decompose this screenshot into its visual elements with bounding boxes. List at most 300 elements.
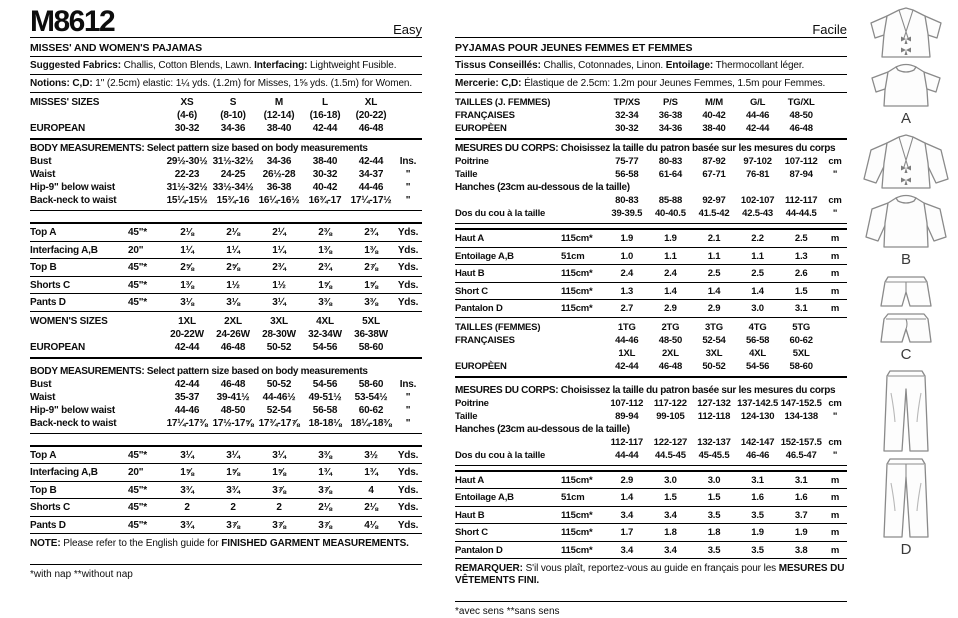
cell: 54-56 xyxy=(312,341,338,353)
view-a-back-sketch xyxy=(858,62,954,110)
cell: 1.8 xyxy=(664,527,677,538)
cell: Shorts C xyxy=(30,502,71,513)
cell: Interfacing A,B xyxy=(30,244,98,256)
table-row xyxy=(30,499,422,517)
cell: 2.5 xyxy=(751,268,764,279)
cell: 1.0 xyxy=(620,250,634,262)
cell: 60-62 xyxy=(789,334,813,346)
cell: 51cm xyxy=(561,250,585,262)
cell: 1.3 xyxy=(794,250,808,262)
cell: 3¾ xyxy=(226,484,240,496)
cell: XL xyxy=(364,97,378,108)
cell: Shorts C xyxy=(30,279,71,291)
cell: 45"* xyxy=(128,449,147,461)
cell: 1.5 xyxy=(794,285,808,297)
cell: Entoilage A,B xyxy=(455,250,514,262)
cell: 3XL xyxy=(270,315,288,327)
table-row xyxy=(30,294,422,312)
cell: FRANÇAISES xyxy=(455,334,515,346)
cell: Taille xyxy=(455,410,478,422)
cell: 3TG xyxy=(705,321,723,333)
femmes-yardage-table xyxy=(455,470,847,560)
cell: 3.4 xyxy=(664,544,677,556)
cell: " xyxy=(405,404,411,416)
cell: 2 xyxy=(276,502,282,513)
table-section-header: MESURES DU CORPS: Choisissez la taille du patron basée sur les mesures du corps xyxy=(455,384,836,396)
cell: 3¼ xyxy=(272,297,286,308)
table-row xyxy=(455,489,847,507)
cell: 2⅝ xyxy=(226,262,240,273)
cell: 44-46 xyxy=(745,110,770,121)
cell: 52-54 xyxy=(266,404,292,416)
cell: 2.5 xyxy=(707,268,721,279)
view-c-illustration xyxy=(858,272,954,363)
jeunes-femmes-yardage-table xyxy=(455,228,847,318)
cell: 117-122 xyxy=(653,397,687,409)
cell: 1.9 xyxy=(794,527,808,538)
cell: 2⅛ xyxy=(226,227,240,238)
cell: Yds. xyxy=(397,227,419,238)
cell: 40-40.5 xyxy=(654,208,686,219)
cell: 50-52 xyxy=(266,341,292,353)
text-segment: 1" (2.5cm) elastic: 1¼ yds. (1.2m) for Misses, 1⅝ yds. (1.5m) for Women. xyxy=(92,78,413,89)
cell: 1¼ xyxy=(272,244,286,256)
cell: 4TG xyxy=(748,321,767,333)
cell: 3⅞ xyxy=(272,484,286,496)
femmes-sizes-table xyxy=(455,318,847,378)
cell: Pantalon D xyxy=(455,303,503,314)
table-row xyxy=(455,507,847,525)
table-section-header: Hanches (23cm au-dessous de la taille) xyxy=(455,182,630,193)
cell: 49-51½ xyxy=(308,391,342,403)
table-row xyxy=(30,96,422,109)
cell: 2.9 xyxy=(707,303,721,314)
cell: 28-30W xyxy=(262,328,296,340)
table-row xyxy=(455,397,847,410)
table-row xyxy=(455,524,847,542)
view-d-front-sketch xyxy=(858,367,954,455)
cell: 44-46 xyxy=(174,404,200,416)
cell: Yds. xyxy=(397,244,419,256)
text-segment: Challis, Cotonnades, Linon. xyxy=(540,60,666,71)
cell: Yds. xyxy=(397,279,419,291)
cell: 34-36 xyxy=(220,123,246,134)
cell: 39-41½ xyxy=(216,391,250,403)
cell: TP/XS xyxy=(613,97,641,108)
table-row xyxy=(30,378,422,391)
cell: EUROPÈEN xyxy=(455,360,507,372)
cell: 1⅜ xyxy=(318,244,332,256)
cell: 46-48 xyxy=(220,378,246,390)
misses-body-measurements-table xyxy=(30,140,422,211)
cell: 5XL xyxy=(792,347,810,359)
nap-footnote-fr: *avec sens **sans sens xyxy=(455,601,847,618)
cell: 30-32 xyxy=(615,123,639,134)
title-bar-fr xyxy=(455,0,847,38)
table-row xyxy=(30,328,422,341)
cell: 4XL xyxy=(749,347,766,359)
cell: XS xyxy=(180,97,194,108)
cell: 115cm* xyxy=(561,474,593,486)
cell: m xyxy=(830,527,840,538)
cell: 1XL xyxy=(618,347,636,359)
cell: 2⅝ xyxy=(180,262,194,273)
cell: 2.6 xyxy=(794,268,808,279)
cell: 1.1 xyxy=(664,250,677,262)
text-segment: Notions: C,D: xyxy=(30,78,93,89)
table-row xyxy=(30,155,422,168)
cell: EUROPEAN xyxy=(30,123,86,134)
text-segment: Thermocollant léger. xyxy=(713,60,805,71)
table-row xyxy=(30,482,422,500)
table-row xyxy=(30,168,422,181)
text-segment: REMARQUER: xyxy=(455,563,523,574)
cell: Dos du cou à la taille xyxy=(455,449,546,461)
cell: 2.4 xyxy=(620,268,634,279)
table-row xyxy=(30,277,422,295)
cell: 3¼ xyxy=(272,449,286,461)
cell: 45"* xyxy=(128,297,147,308)
cell: 147-152.5 xyxy=(780,397,822,409)
cell: 102-107 xyxy=(740,195,775,206)
cell: 40-42 xyxy=(312,182,338,193)
cell: 3.0 xyxy=(751,303,764,314)
cell: Entoilage A,B xyxy=(455,492,514,503)
cell: Haut A xyxy=(455,474,485,486)
cell: 3.7 xyxy=(794,509,808,521)
cell: 122-127 xyxy=(653,436,688,448)
cell: Yds. xyxy=(397,297,419,308)
table-section-header: BODY MEASUREMENTS: Select pattern size based on body measurements xyxy=(30,143,368,154)
cell: Waist xyxy=(30,391,56,403)
table-row xyxy=(455,436,847,449)
cell: 56-58 xyxy=(745,334,770,346)
cell: 152-157.5 xyxy=(780,436,822,448)
view-b-illustration xyxy=(858,131,954,268)
cell: 58-60 xyxy=(358,341,384,353)
cell: 15¾-16 xyxy=(216,195,250,206)
cell: 89-94 xyxy=(615,410,639,422)
cell: Pants D xyxy=(30,297,66,308)
cell: 46.5-47 xyxy=(785,449,817,461)
cell: 44-46½ xyxy=(262,391,296,403)
cell: 24-26W xyxy=(216,328,250,340)
cell: 48-50 xyxy=(220,404,246,416)
cell: 42-44 xyxy=(174,341,200,353)
cell: 107-112 xyxy=(784,156,818,167)
cell: Hip-9" below waist xyxy=(30,182,116,193)
cell: Pants D xyxy=(30,519,66,531)
cell: Ins. xyxy=(399,156,417,167)
cell: 137-142.5 xyxy=(737,397,779,409)
cell: 87-92 xyxy=(702,156,726,167)
womens-sizes-table xyxy=(30,312,422,359)
table-row xyxy=(455,449,847,462)
view-a-label: A xyxy=(900,110,911,127)
cell: 2.5 xyxy=(794,233,808,244)
table-row xyxy=(30,109,422,122)
cell: Haut A xyxy=(455,233,485,244)
cell: 2 xyxy=(184,502,190,513)
cell: 112-117 xyxy=(610,436,643,448)
cell: 87-94 xyxy=(789,169,813,180)
view-b-front-sketch xyxy=(858,131,954,193)
cell: Top B xyxy=(30,484,57,496)
cell: 115cm* xyxy=(561,509,593,521)
english-section xyxy=(30,0,422,597)
cell: 1.3 xyxy=(620,285,634,297)
cell: 24-25 xyxy=(220,169,246,180)
cell: 1.7 xyxy=(620,527,634,538)
cell: 2.2 xyxy=(751,233,764,244)
cell: Taille xyxy=(455,169,478,180)
cell: 2¾ xyxy=(318,262,332,273)
cell: Back-neck to waist xyxy=(30,195,117,206)
cell: TAILLES (J. FEMMES) xyxy=(455,97,551,108)
cell: 42-44 xyxy=(358,156,384,167)
cell: 31½-32½ xyxy=(166,182,208,193)
cell: 5TG xyxy=(792,321,811,333)
cell: 4XL xyxy=(316,315,334,327)
cell: Short C xyxy=(455,285,488,297)
cell: Waist xyxy=(30,169,56,180)
cell: 2.9 xyxy=(620,474,634,486)
cell: 1½ xyxy=(272,279,286,291)
cell: 3½ xyxy=(364,449,378,461)
cell: WOMEN'S SIZES xyxy=(30,315,108,327)
cell: 26½-28 xyxy=(262,169,296,180)
cell: 1¼ xyxy=(180,244,194,256)
cell: 44-44 xyxy=(615,449,639,461)
cell: 4⅛ xyxy=(364,519,378,531)
cell: 3.1 xyxy=(794,474,808,486)
cell: 1.1 xyxy=(751,250,764,262)
cell: 36-38 xyxy=(266,182,292,193)
cell: 38-40 xyxy=(312,156,338,167)
cell: 38-40 xyxy=(702,123,726,134)
cell: 2 xyxy=(230,502,236,513)
cell: 50-52 xyxy=(702,360,726,372)
cell: 44-46 xyxy=(358,182,384,193)
cell: 33½-34½ xyxy=(212,182,254,193)
cell: 45-45.5 xyxy=(698,449,730,461)
cell: 3.1 xyxy=(794,303,808,314)
view-c-back-sketch xyxy=(858,310,954,346)
cell: 30-32 xyxy=(312,169,338,180)
womens-body-measurements-table xyxy=(30,363,422,434)
misses-yardage-table xyxy=(30,222,422,312)
table-row xyxy=(30,194,422,207)
cell: 124-130 xyxy=(740,410,775,422)
cell: 45"* xyxy=(128,227,147,238)
cell: 2.9 xyxy=(664,303,677,314)
cell: 2⅛ xyxy=(318,502,332,513)
cell: Yds. xyxy=(397,449,419,461)
cell: 53-54½ xyxy=(354,391,388,403)
cell: Top A xyxy=(30,227,57,238)
cell: 1⅝ xyxy=(318,279,332,291)
cell: 51cm xyxy=(561,492,585,503)
cell: 1.1 xyxy=(707,250,721,262)
cell: P/S xyxy=(663,97,678,108)
cell: 56-58 xyxy=(312,404,338,416)
cell: 3⅜ xyxy=(318,297,332,308)
cell: 3.5 xyxy=(707,509,721,521)
cell: 3.8 xyxy=(794,544,808,556)
text-segment: NOTE: xyxy=(30,538,61,549)
cell: 45"* xyxy=(128,502,147,513)
cell: m xyxy=(830,492,840,503)
cell: 3⅞ xyxy=(272,519,286,531)
cell: 44.5-45 xyxy=(654,449,686,461)
cell: 2.7 xyxy=(620,303,634,314)
cell: 85-88 xyxy=(658,195,683,206)
cell: 1.9 xyxy=(620,233,634,244)
cell: 3XL xyxy=(705,347,723,359)
cell: 48-50 xyxy=(658,334,683,346)
text-segment: Élastique de 2.5cm: 1.2m pour Jeunes Femmes, 1.5m pour Femmes. xyxy=(521,78,826,89)
table-row xyxy=(30,417,422,430)
cell: " xyxy=(405,391,411,403)
cell: " xyxy=(832,208,838,219)
cell: 1⅝ xyxy=(364,279,378,291)
cell: G/L xyxy=(749,97,766,108)
text-segment: Mercerie: C,D: xyxy=(455,78,522,89)
cell: Poitrine xyxy=(455,156,489,167)
cell: 3.1 xyxy=(751,474,764,486)
cell: 2⅛ xyxy=(180,227,194,238)
view-c-front-sketch xyxy=(858,272,954,310)
garment-title-en: MISSES' AND WOMEN'S PAJAMAS xyxy=(30,38,422,57)
table-row xyxy=(455,168,847,181)
cell: 112-118 xyxy=(697,410,731,422)
cell: TAILLES (FEMMES) xyxy=(455,321,541,333)
cell: 112-117 xyxy=(784,195,818,206)
cell: 20" xyxy=(128,244,144,256)
cell: 3¼ xyxy=(180,449,194,461)
cell: Haut B xyxy=(455,509,485,521)
view-b-label: B xyxy=(900,251,911,268)
table-row xyxy=(455,472,847,490)
table-row xyxy=(455,109,847,122)
cell: 56-58 xyxy=(615,169,639,180)
cell: 15¼-15½ xyxy=(166,195,208,206)
cell: Poitrine xyxy=(455,397,489,409)
cell: 3.4 xyxy=(620,509,634,521)
difficulty-label-en: Easy xyxy=(393,22,422,37)
cell: m xyxy=(830,303,840,314)
table-row xyxy=(30,315,422,328)
cell: 36-38 xyxy=(658,110,683,121)
cell: 115cm* xyxy=(561,544,593,556)
table-row xyxy=(455,542,847,560)
cell: 115cm* xyxy=(561,285,593,297)
cell: 1.9 xyxy=(751,527,764,538)
cell: cm xyxy=(828,195,842,206)
cell: 18¼-18⅜ xyxy=(350,417,392,429)
table-row xyxy=(455,265,847,283)
view-d-label: D xyxy=(900,541,912,558)
notions-line-en xyxy=(30,75,422,93)
table-row xyxy=(455,122,847,135)
cell: 2¾ xyxy=(364,227,378,238)
cell: 132-137 xyxy=(697,436,731,448)
text-segment: MESURES DU VÊTEMENTS FINI. xyxy=(455,563,845,586)
cell: Yds. xyxy=(397,502,419,513)
cell: 18-18⅛ xyxy=(308,417,342,429)
cell: 1⅝ xyxy=(272,467,286,478)
cell: 3.4 xyxy=(664,509,677,521)
cell: 22-23 xyxy=(174,169,200,180)
cell: 115cm* xyxy=(561,527,593,538)
cell: 52-54 xyxy=(702,334,726,346)
cell: 99-105 xyxy=(656,410,685,422)
cell: 3¾ xyxy=(180,484,194,496)
cell: 54-56 xyxy=(312,378,338,390)
cell: 34-37 xyxy=(358,169,384,180)
cell: 1⅝ xyxy=(226,467,240,478)
cell: " xyxy=(405,417,411,429)
cell: 1¼ xyxy=(226,244,240,256)
cell: 17¼-17½ xyxy=(350,195,392,206)
cell: 32-34 xyxy=(615,110,639,121)
cell: 3.0 xyxy=(707,474,721,486)
cell: m xyxy=(830,285,840,297)
nap-footnote-en: *with nap **without nap xyxy=(30,564,422,581)
cell: M/M xyxy=(705,97,723,108)
cell: 107-112 xyxy=(610,397,644,409)
cell: 54-56 xyxy=(745,360,770,372)
cell: 2⅞ xyxy=(364,262,378,273)
table-row xyxy=(455,230,847,248)
view-d-illustration xyxy=(858,367,954,558)
cell: m xyxy=(830,544,840,556)
table-section-header: BODY MEASUREMENTS: Select pattern size based on body measurements xyxy=(30,365,368,377)
cell: 67-71 xyxy=(702,169,726,180)
cell: 76-81 xyxy=(745,169,770,180)
cell: 2¾ xyxy=(272,262,286,273)
cell: 16¼-16½ xyxy=(258,195,300,206)
cell: 58-60 xyxy=(789,360,813,372)
cell: 50-52 xyxy=(266,378,292,390)
cell: 115cm* xyxy=(561,303,593,314)
cell: 42-44 xyxy=(615,360,639,372)
garment-title-fr: PYJAMAS POUR JEUNES FEMMES ET FEMMES xyxy=(455,38,847,57)
cell: 127-132 xyxy=(697,397,731,409)
cell: 46-46 xyxy=(745,449,770,461)
cell: 2¼ xyxy=(272,227,286,238)
cell: 1TG xyxy=(617,321,636,333)
cell: 80-83 xyxy=(658,156,683,167)
note-line-en xyxy=(30,534,422,552)
cell: 60-62 xyxy=(358,404,384,416)
cell: 75-77 xyxy=(615,156,639,167)
cell: Short C xyxy=(455,527,488,538)
cell: 3¼ xyxy=(226,449,240,461)
cell: 61-64 xyxy=(658,169,683,180)
cell: 3.4 xyxy=(620,544,634,556)
cell: 17½-17⅝ xyxy=(212,417,254,429)
cell: 3.0 xyxy=(664,474,677,486)
cell: 2.4 xyxy=(664,268,677,279)
cell: 42-44 xyxy=(745,123,770,134)
cell: 45"* xyxy=(128,279,147,291)
cell: 29½-30½ xyxy=(166,156,208,167)
cell: 45"* xyxy=(128,519,147,531)
cell: Haut B xyxy=(455,268,485,279)
table-row xyxy=(30,464,422,482)
difficulty-label-fr: Facile xyxy=(812,22,847,37)
